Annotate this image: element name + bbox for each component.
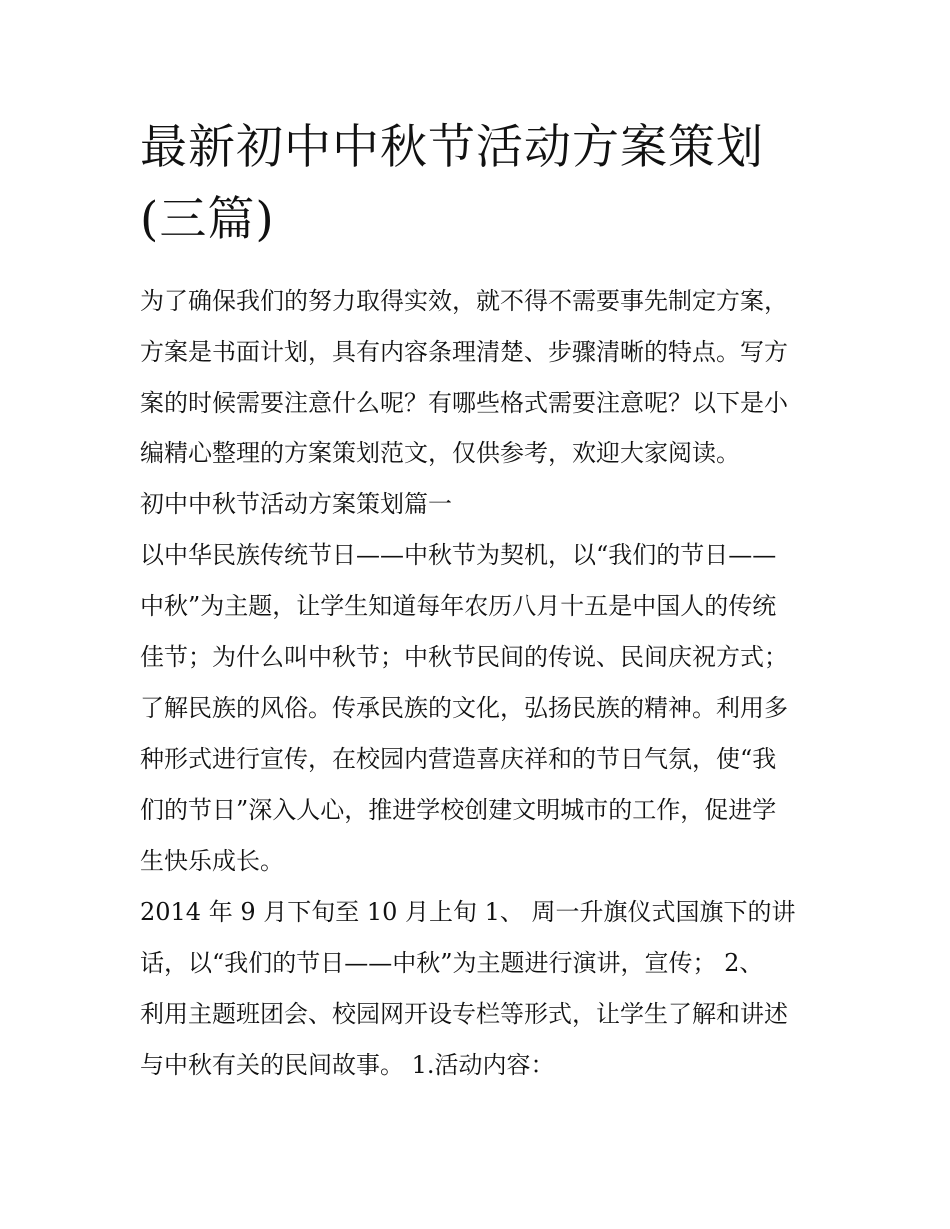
title-line: 最新初中中秋节活动方案策划 (140, 120, 764, 175)
paragraph-line: 为了确保我们的努力取得实效，就不得不需要事先制定方案， (140, 287, 788, 315)
paragraph-line: 2014 年 9 月下旬至 10 月上旬 1、 周一升旗仪式国旗下的讲 (140, 898, 796, 926)
paragraph-line: 佳节；为什么叫中秋节；中秋节民间的传说、民间庆祝方式； (140, 643, 788, 671)
title-line: (三篇) (140, 192, 275, 247)
paragraph-line: 方案是书面计划，具有内容条理清楚、步骤清晰的特点。写方 (140, 338, 788, 366)
paragraph-line: 利用主题班团会、校园网开设专栏等形式，让学生了解和讲述 (140, 1000, 788, 1028)
section-heading: 初中中秋节活动方案策划篇一 (140, 490, 452, 518)
paragraph-line: 编精心整理的方案策划范文，仅供参考，欢迎大家阅读。 (140, 439, 740, 467)
paragraph-line: 以中华民族传统节日——中秋节为契机，以“我们的节日—— (140, 541, 777, 569)
paragraph-line: 案的时候需要注意什么呢？有哪些格式需要注意呢？以下是小 (140, 389, 788, 417)
paragraph-line: 了解民族的风俗。传承民族的文化，弘扬民族的精神。利用多 (140, 694, 788, 722)
document-title (140, 112, 830, 256)
paragraph-line: 种形式进行宣传，在校园内营造喜庆祥和的节日气氛，使“我 (140, 745, 777, 773)
paragraph-line: 与中秋有关的民间故事。 1.活动内容： (140, 1051, 555, 1079)
paragraph-line: 中秋”为主题，让学生知道每年农历八月十五是中国人的传统 (140, 592, 777, 620)
paragraph-line: 生快乐成长。 (140, 847, 284, 875)
paragraph-line: 们的节日”深入人心，推进学校创建文明城市的工作，促进学 (140, 796, 777, 824)
paragraph-line: 话，以“我们的节日——中秋”为主题进行演讲，宣传； 2、 (140, 949, 764, 977)
